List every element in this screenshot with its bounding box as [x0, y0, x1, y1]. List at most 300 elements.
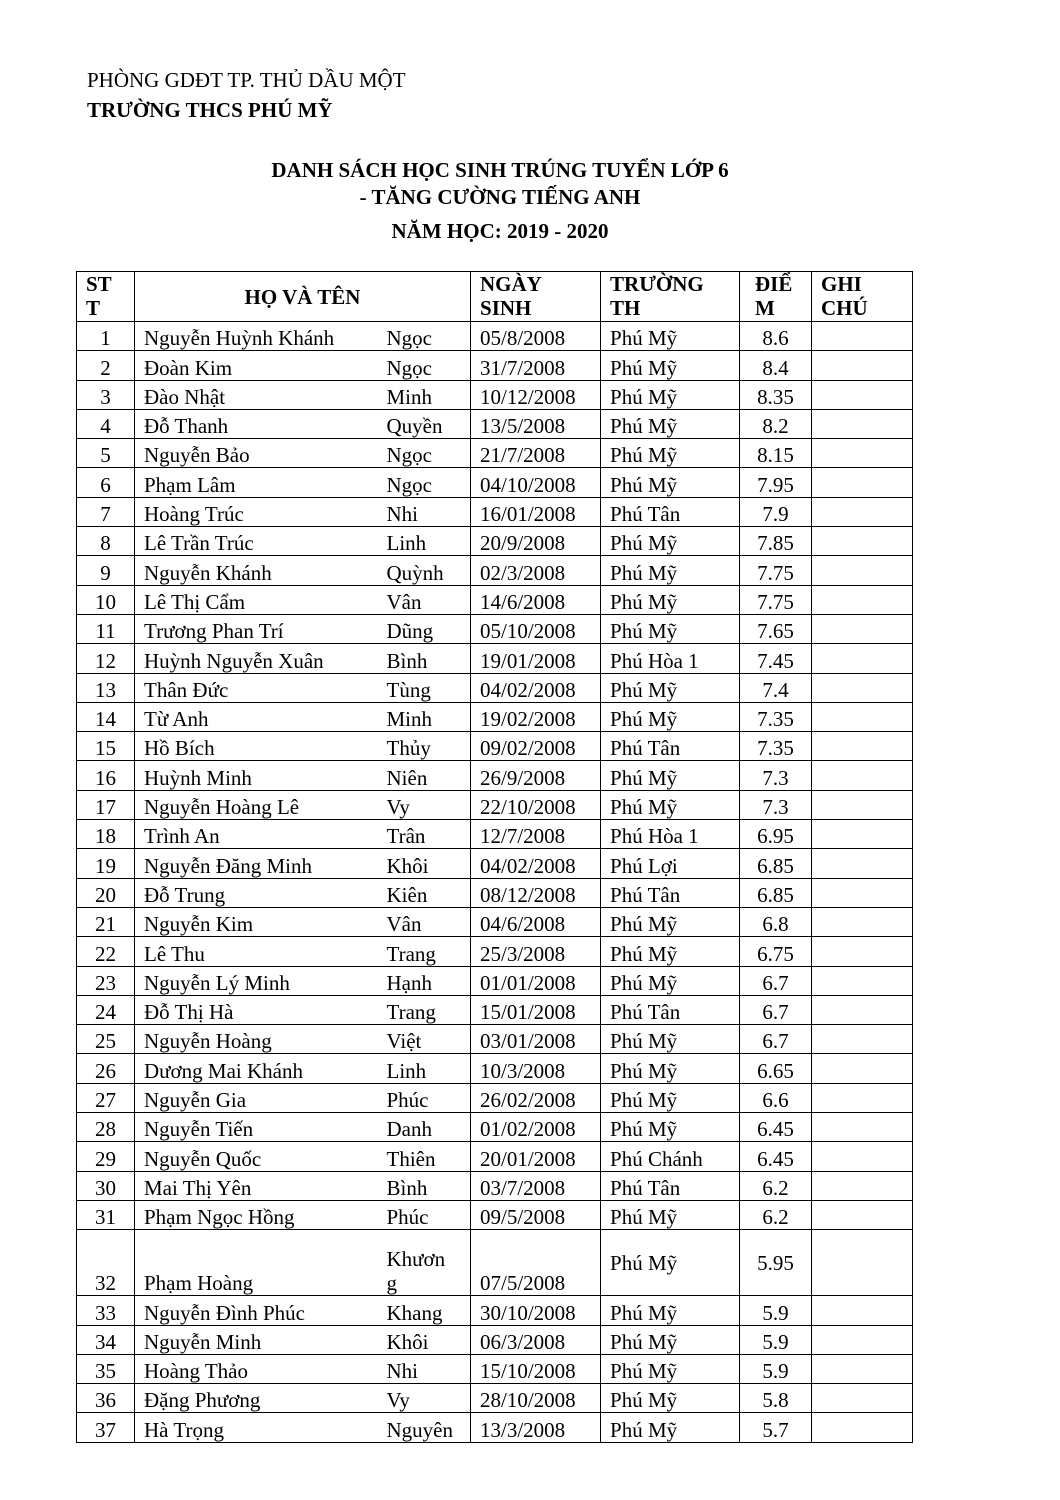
cell-dob: 09/02/2008 [471, 732, 601, 761]
cell-given-name: Quyền [378, 409, 471, 438]
cell-note [812, 1200, 913, 1229]
cell-given-name: Khôi [378, 849, 471, 878]
cell-score: 6.7 [740, 966, 812, 995]
cell-school: Phú Mỹ [601, 614, 740, 643]
cell-stt: 3 [77, 380, 135, 409]
cell-score: 7.45 [740, 644, 812, 673]
department-name: PHÒNG GDĐT TP. THỦ DẦU MỘT [87, 68, 406, 92]
cell-score: 6.8 [740, 907, 812, 936]
table-row [77, 937, 913, 966]
cell-note [812, 1354, 913, 1383]
col-header-score: ĐIỂ M [740, 272, 812, 322]
table-row [77, 1384, 913, 1413]
cell-school: Phú Hòa 1 [601, 820, 740, 849]
school-year: NĂM HỌC: 2019 - 2020 [391, 219, 609, 243]
cell-dob: 21/7/2008 [471, 439, 601, 468]
cell-stt: 6 [77, 468, 135, 497]
cell-family-name: Lê Thị Cẩm [135, 585, 378, 614]
cell-dob: 20/01/2008 [471, 1142, 601, 1171]
table-row [77, 790, 913, 819]
cell-family-name: Dương Mai Khánh [135, 1054, 378, 1083]
cell-school: Phú Mỹ [601, 585, 740, 614]
cell-score: 7.3 [740, 790, 812, 819]
table-row [77, 409, 913, 438]
cell-note [812, 907, 913, 936]
cell-note [812, 351, 913, 380]
cell-dob: 13/3/2008 [471, 1413, 601, 1442]
cell-stt: 24 [77, 995, 135, 1024]
table-row [77, 1296, 913, 1325]
cell-dob: 04/10/2008 [471, 468, 601, 497]
cell-note [812, 966, 913, 995]
cell-stt: 35 [77, 1354, 135, 1383]
table-row [77, 995, 913, 1024]
cell-stt: 26 [77, 1054, 135, 1083]
cell-school: Phú Mỹ [601, 527, 740, 556]
cell-given-name: Ngọc [378, 351, 471, 380]
cell-school: Phú Mỹ [601, 1325, 740, 1354]
cell-school: Phú Mỹ [601, 790, 740, 819]
cell-score: 8.6 [740, 322, 812, 351]
cell-school: Phú Mỹ [601, 937, 740, 966]
table-row [77, 351, 913, 380]
cell-score: 7.3 [740, 761, 812, 790]
cell-dob: 15/01/2008 [471, 995, 601, 1024]
cell-note [812, 1025, 913, 1054]
cell-score: 7.75 [740, 556, 812, 585]
table-row [77, 497, 913, 526]
cell-note [812, 322, 913, 351]
cell-note [812, 761, 913, 790]
table-row [77, 732, 913, 761]
cell-score: 6.95 [740, 820, 812, 849]
table-row [77, 1113, 913, 1142]
table-row [77, 820, 913, 849]
col-header-school: TRƯỜNG TH [601, 272, 740, 322]
table-row [77, 556, 913, 585]
cell-note [812, 1230, 913, 1296]
cell-score: 7.75 [740, 585, 812, 614]
cell-given-name: Nguyên [378, 1413, 471, 1442]
cell-family-name: Hồ Bích [135, 732, 378, 761]
cell-family-name: Nguyễn Gia [135, 1083, 378, 1112]
cell-stt: 1 [77, 322, 135, 351]
cell-given-name: Vân [378, 907, 471, 936]
cell-stt: 8 [77, 527, 135, 556]
cell-score: 5.7 [740, 1413, 812, 1442]
cell-family-name: Từ Anh [135, 702, 378, 731]
cell-note [812, 1054, 913, 1083]
cell-given-name: Bình [378, 1171, 471, 1200]
cell-dob: 09/5/2008 [471, 1200, 601, 1229]
cell-stt: 37 [77, 1413, 135, 1442]
cell-given-name: Linh [378, 527, 471, 556]
cell-given-name: Nhi [378, 497, 471, 526]
cell-score: 6.2 [740, 1200, 812, 1229]
table-row [77, 1171, 913, 1200]
cell-stt: 25 [77, 1025, 135, 1054]
cell-score: 6.7 [740, 995, 812, 1024]
cell-stt: 4 [77, 409, 135, 438]
cell-school: Phú Mỹ [601, 702, 740, 731]
cell-family-name: Trình An [135, 820, 378, 849]
cell-given-name: Trang [378, 995, 471, 1024]
cell-given-name: Trang [378, 937, 471, 966]
cell-family-name: Huỳnh Minh [135, 761, 378, 790]
cell-family-name: Nguyễn Đình Phúc [135, 1296, 378, 1325]
cell-school: Phú Mỹ [601, 439, 740, 468]
cell-family-name: Đỗ Trung [135, 878, 378, 907]
cell-dob: 19/02/2008 [471, 702, 601, 731]
table-row [77, 761, 913, 790]
cell-score: 6.45 [740, 1142, 812, 1171]
cell-note [812, 380, 913, 409]
cell-school: Phú Mỹ [601, 1354, 740, 1383]
cell-score: 6.45 [740, 1113, 812, 1142]
cell-dob: 26/02/2008 [471, 1083, 601, 1112]
cell-dob: 19/01/2008 [471, 644, 601, 673]
cell-dob: 30/10/2008 [471, 1296, 601, 1325]
table-row [77, 1325, 913, 1354]
col-header-stt: ST T [77, 272, 135, 322]
cell-school: Phú Mỹ [601, 1230, 740, 1296]
cell-given-name: Phúc [378, 1083, 471, 1112]
cell-stt: 14 [77, 702, 135, 731]
cell-note [812, 995, 913, 1024]
cell-note [812, 673, 913, 702]
cell-family-name: Nguyễn Hoàng [135, 1025, 378, 1054]
cell-dob: 31/7/2008 [471, 351, 601, 380]
cell-family-name: Phạm Ngọc Hồng [135, 1200, 378, 1229]
cell-stt: 32 [77, 1230, 135, 1296]
cell-given-name: Ngọc [378, 468, 471, 497]
table-row [77, 702, 913, 731]
school-name: TRƯỜNG THCS PHÚ MỸ [87, 98, 333, 122]
cell-family-name: Lê Thu [135, 937, 378, 966]
cell-score: 5.9 [740, 1296, 812, 1325]
table-row [77, 380, 913, 409]
table-row [77, 322, 913, 351]
cell-score: 8.2 [740, 409, 812, 438]
cell-note [812, 556, 913, 585]
cell-given-name: Trân [378, 820, 471, 849]
cell-note [812, 468, 913, 497]
cell-school: Phú Tân [601, 995, 740, 1024]
cell-school: Phú Mỹ [601, 556, 740, 585]
cell-school: Phú Mỹ [601, 1413, 740, 1442]
cell-score: 7.9 [740, 497, 812, 526]
cell-dob: 14/6/2008 [471, 585, 601, 614]
table-row [77, 907, 913, 936]
cell-school: Phú Chánh [601, 1142, 740, 1171]
cell-stt: 33 [77, 1296, 135, 1325]
cell-stt: 17 [77, 790, 135, 819]
table-row [77, 527, 913, 556]
cell-note [812, 1296, 913, 1325]
cell-dob: 22/10/2008 [471, 790, 601, 819]
cell-given-name: Linh [378, 1054, 471, 1083]
cell-note [812, 702, 913, 731]
cell-stt: 21 [77, 907, 135, 936]
cell-score: 8.15 [740, 439, 812, 468]
cell-score: 5.9 [740, 1325, 812, 1354]
cell-dob: 25/3/2008 [471, 937, 601, 966]
cell-school: Phú Mỹ [601, 1296, 740, 1325]
cell-family-name: Đoàn Kim [135, 351, 378, 380]
cell-family-name: Huỳnh Nguyễn Xuân [135, 644, 378, 673]
cell-given-name: Ngọc [378, 322, 471, 351]
table-row [77, 1083, 913, 1112]
cell-given-name: Khang [378, 1296, 471, 1325]
cell-dob: 28/10/2008 [471, 1384, 601, 1413]
cell-dob: 12/7/2008 [471, 820, 601, 849]
cell-given-name: Khươn g [378, 1230, 471, 1296]
cell-dob: 03/7/2008 [471, 1171, 601, 1200]
cell-score: 7.35 [740, 702, 812, 731]
cell-given-name: Việt [378, 1025, 471, 1054]
cell-family-name: Mai Thị Yên [135, 1171, 378, 1200]
cell-note [812, 1113, 913, 1142]
cell-note [812, 1083, 913, 1112]
cell-dob: 05/10/2008 [471, 614, 601, 643]
cell-dob: 01/02/2008 [471, 1113, 601, 1142]
cell-family-name: Hoàng Trúc [135, 497, 378, 526]
cell-stt: 34 [77, 1325, 135, 1354]
cell-stt: 15 [77, 732, 135, 761]
cell-dob: 04/02/2008 [471, 849, 601, 878]
cell-note [812, 937, 913, 966]
cell-note [812, 1325, 913, 1354]
table-row [77, 878, 913, 907]
table-row [77, 1054, 913, 1083]
cell-stt: 7 [77, 497, 135, 526]
cell-score: 8.35 [740, 380, 812, 409]
cell-family-name: Nguyễn Lý Minh [135, 966, 378, 995]
cell-score: 7.85 [740, 527, 812, 556]
cell-given-name: Hạnh [378, 966, 471, 995]
cell-family-name: Nguyễn Tiến [135, 1113, 378, 1142]
cell-dob: 15/10/2008 [471, 1354, 601, 1383]
cell-school: Phú Mỹ [601, 1083, 740, 1112]
cell-dob: 04/6/2008 [471, 907, 601, 936]
cell-school: Phú Mỹ [601, 468, 740, 497]
cell-family-name: Phạm Lâm [135, 468, 378, 497]
cell-note [812, 527, 913, 556]
document-subtitle: - TĂNG CƯỜNG TIẾNG ANH [359, 185, 641, 209]
cell-stt: 28 [77, 1113, 135, 1142]
table-row [77, 849, 913, 878]
table-row [77, 1200, 913, 1229]
document-title: DANH SÁCH HỌC SINH TRÚNG TUYỂN LỚP 6 [271, 158, 729, 182]
cell-school: Phú Tân [601, 732, 740, 761]
cell-note [812, 790, 913, 819]
cell-given-name: Dũng [378, 614, 471, 643]
cell-given-name: Bình [378, 644, 471, 673]
cell-stt: 31 [77, 1200, 135, 1229]
cell-given-name: Phúc [378, 1200, 471, 1229]
cell-given-name: Minh [378, 702, 471, 731]
cell-score: 6.85 [740, 849, 812, 878]
table-row [77, 468, 913, 497]
table-row [77, 1230, 913, 1296]
cell-score: 5.8 [740, 1384, 812, 1413]
cell-family-name: Nguyễn Đăng Minh [135, 849, 378, 878]
cell-family-name: Phạm Hoàng [135, 1230, 378, 1296]
cell-given-name: Vy [378, 790, 471, 819]
cell-given-name: Thủy [378, 732, 471, 761]
table-row [77, 1354, 913, 1383]
cell-family-name: Nguyễn Minh [135, 1325, 378, 1354]
cell-note [812, 732, 913, 761]
cell-given-name: Thiên [378, 1142, 471, 1171]
cell-dob: 16/01/2008 [471, 497, 601, 526]
admission-table [76, 271, 913, 1443]
cell-school: Phú Lợi [601, 849, 740, 878]
table-row [77, 585, 913, 614]
cell-family-name: Hà Trọng [135, 1413, 378, 1442]
cell-note [812, 849, 913, 878]
cell-family-name: Nguyễn Hoàng Lê [135, 790, 378, 819]
cell-school: Phú Mỹ [601, 322, 740, 351]
cell-dob: 20/9/2008 [471, 527, 601, 556]
cell-stt: 30 [77, 1171, 135, 1200]
cell-family-name: Nguyễn Quốc [135, 1142, 378, 1171]
cell-school: Phú Tân [601, 497, 740, 526]
cell-family-name: Đỗ Thị Hà [135, 995, 378, 1024]
table-row [77, 439, 913, 468]
cell-stt: 19 [77, 849, 135, 878]
cell-stt: 10 [77, 585, 135, 614]
cell-note [812, 497, 913, 526]
cell-given-name: Kiên [378, 878, 471, 907]
cell-school: Phú Tân [601, 878, 740, 907]
cell-score: 6.7 [740, 1025, 812, 1054]
table-row [77, 1142, 913, 1171]
cell-stt: 5 [77, 439, 135, 468]
cell-note [812, 439, 913, 468]
cell-note [812, 878, 913, 907]
cell-family-name: Trương Phan Trí [135, 614, 378, 643]
cell-school: Phú Mỹ [601, 380, 740, 409]
cell-given-name: Danh [378, 1113, 471, 1142]
cell-family-name: Nguyễn Kim [135, 907, 378, 936]
cell-stt: 9 [77, 556, 135, 585]
cell-dob: 07/5/2008 [471, 1230, 601, 1296]
cell-stt: 27 [77, 1083, 135, 1112]
cell-family-name: Lê Trần Trúc [135, 527, 378, 556]
cell-stt: 16 [77, 761, 135, 790]
cell-note [812, 644, 913, 673]
table-header-row [77, 272, 913, 322]
cell-dob: 02/3/2008 [471, 556, 601, 585]
cell-score: 7.95 [740, 468, 812, 497]
cell-note [812, 1142, 913, 1171]
cell-family-name: Đặng Phương [135, 1384, 378, 1413]
cell-given-name: Quỳnh [378, 556, 471, 585]
col-header-note: GHI CHÚ [812, 272, 913, 322]
cell-score: 7.35 [740, 732, 812, 761]
cell-stt: 23 [77, 966, 135, 995]
cell-dob: 10/3/2008 [471, 1054, 601, 1083]
col-header-name: HỌ VÀ TÊN [135, 272, 471, 322]
cell-school: Phú Mỹ [601, 409, 740, 438]
table-row [77, 1413, 913, 1442]
cell-stt: 18 [77, 820, 135, 849]
cell-score: 6.65 [740, 1054, 812, 1083]
cell-score: 5.95 [740, 1230, 812, 1296]
table-row [77, 966, 913, 995]
cell-stt: 12 [77, 644, 135, 673]
cell-school: Phú Mỹ [601, 1054, 740, 1083]
cell-family-name: Đỗ Thanh [135, 409, 378, 438]
cell-school: Phú Mỹ [601, 1384, 740, 1413]
cell-school: Phú Mỹ [601, 761, 740, 790]
cell-family-name: Nguyễn Khánh [135, 556, 378, 585]
cell-given-name: Khôi [378, 1325, 471, 1354]
cell-school: Phú Tân [601, 1171, 740, 1200]
cell-score: 6.75 [740, 937, 812, 966]
cell-stt: 36 [77, 1384, 135, 1413]
cell-given-name: Minh [378, 380, 471, 409]
cell-school: Phú Mỹ [601, 1113, 740, 1142]
cell-dob: 05/8/2008 [471, 322, 601, 351]
cell-given-name: Vân [378, 585, 471, 614]
cell-given-name: Nhi [378, 1354, 471, 1383]
cell-score: 6.6 [740, 1083, 812, 1112]
cell-stt: 29 [77, 1142, 135, 1171]
cell-dob: 08/12/2008 [471, 878, 601, 907]
cell-note [812, 1171, 913, 1200]
table-row [77, 614, 913, 643]
cell-dob: 26/9/2008 [471, 761, 601, 790]
cell-stt: 20 [77, 878, 135, 907]
cell-note [812, 585, 913, 614]
cell-school: Phú Mỹ [601, 907, 740, 936]
cell-stt: 22 [77, 937, 135, 966]
cell-score: 5.9 [740, 1354, 812, 1383]
cell-given-name: Tùng [378, 673, 471, 702]
cell-dob: 13/5/2008 [471, 409, 601, 438]
cell-note [812, 1413, 913, 1442]
cell-dob: 06/3/2008 [471, 1325, 601, 1354]
cell-score: 7.4 [740, 673, 812, 702]
table-row [77, 1025, 913, 1054]
cell-score: 6.85 [740, 878, 812, 907]
cell-given-name: Vy [378, 1384, 471, 1413]
cell-note [812, 1384, 913, 1413]
cell-dob: 01/01/2008 [471, 966, 601, 995]
cell-school: Phú Mỹ [601, 966, 740, 995]
col-header-dob: NGÀY SINH [471, 272, 601, 322]
cell-stt: 2 [77, 351, 135, 380]
cell-note [812, 614, 913, 643]
cell-score: 8.4 [740, 351, 812, 380]
cell-family-name: Thân Đức [135, 673, 378, 702]
table-row [77, 644, 913, 673]
table-row [77, 673, 913, 702]
cell-dob: 10/12/2008 [471, 380, 601, 409]
cell-family-name: Hoàng Thảo [135, 1354, 378, 1383]
cell-score: 6.2 [740, 1171, 812, 1200]
cell-school: Phú Mỹ [601, 1025, 740, 1054]
cell-family-name: Nguyễn Huỳnh Khánh [135, 322, 378, 351]
cell-family-name: Đào Nhật [135, 380, 378, 409]
cell-score: 7.65 [740, 614, 812, 643]
cell-school: Phú Mỹ [601, 673, 740, 702]
cell-given-name: Ngọc [378, 439, 471, 468]
cell-dob: 04/02/2008 [471, 673, 601, 702]
cell-stt: 11 [77, 614, 135, 643]
